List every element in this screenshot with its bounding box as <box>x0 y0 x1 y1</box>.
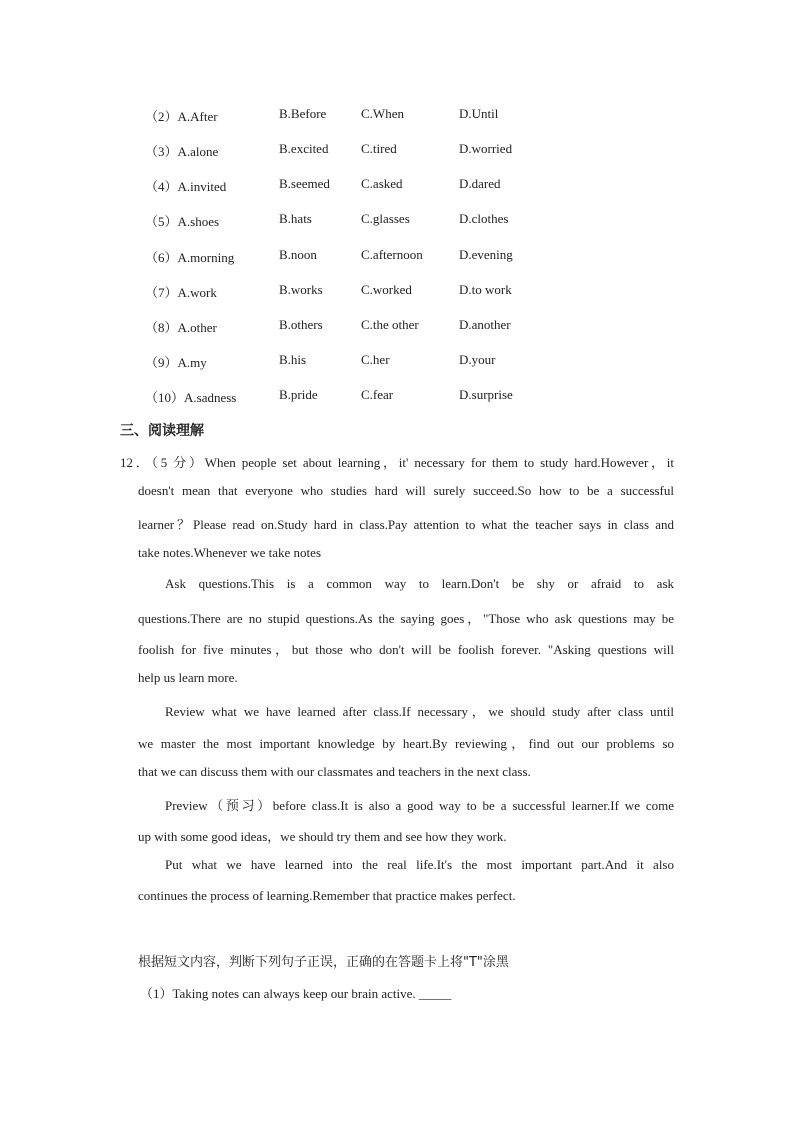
option-row-8 <box>0 317 794 337</box>
passage-line: learner？Please read on.Study hard in class.Pay attention to what the teacher says in class and <box>138 517 674 532</box>
option-a: （4）A.invited <box>145 179 227 194</box>
option-b: B.noon <box>279 247 317 262</box>
option-a: （6）A.morning <box>145 250 235 265</box>
passage-line: questions.There are no stupid questions.As the saying goes，"Those who ask questions may be <box>138 611 674 626</box>
section-title: 三、阅读理解 <box>120 423 204 439</box>
passage-line: continues the process of learning.Remember that practice makes perfect. <box>138 888 516 903</box>
option-a: （10）A.sadness <box>145 390 237 405</box>
option-b: B.hats <box>279 211 312 226</box>
option-b: B.others <box>279 317 323 332</box>
option-row-6 <box>0 247 794 267</box>
passage-line: help us learn more. <box>138 670 238 685</box>
passage-line: Review what we have learned after class.If necessary，we should study after class until <box>165 704 674 719</box>
option-b: B.pride <box>279 387 318 402</box>
passage-line: Put what we have learned into the real life.It's the most important part.And it also <box>165 857 674 872</box>
option-row-9 <box>0 352 794 372</box>
option-a: （9）A.my <box>145 355 207 370</box>
option-row-3 <box>0 141 794 161</box>
option-d: D.surprise <box>459 387 513 402</box>
option-c: C.her <box>361 352 390 367</box>
passage-line: up with some good ideas，we should try them and see how they work. <box>138 829 507 844</box>
passage-line: we master the most important knowledge by heart.By reviewing，find out our problems so <box>138 736 674 751</box>
passage-line: doesn't mean that everyone who studies hard will surely succeed.So how to be a successful <box>138 483 674 498</box>
option-b: B.works <box>279 282 323 297</box>
option-a: （5）A.shoes <box>145 214 220 229</box>
option-row-4 <box>0 176 794 196</box>
option-b: B.excited <box>279 141 329 156</box>
option-d: D.another <box>459 317 511 332</box>
passage-line: take notes.Whenever we take notes <box>138 545 322 560</box>
option-a: （7）A.work <box>145 285 217 300</box>
option-d: D.evening <box>459 247 513 262</box>
option-c: C.glasses <box>361 211 410 226</box>
option-d: D.worried <box>459 141 513 156</box>
passage-line: that we can discuss them with our classmates and teachers in the next class. <box>138 764 531 779</box>
question-head: 12．（5 分）When people set about learning，it' necessary for them to study hard.However，it <box>120 455 674 470</box>
passage-line: Ask questions.This is a common way to learn.Don't be shy or afraid to ask <box>165 576 674 591</box>
option-b: B.seemed <box>279 176 330 191</box>
option-c: C.afternoon <box>361 247 423 262</box>
passage-line: foolish for five minutes，but those who don't will be foolish forever. "Asking questions will <box>138 642 674 657</box>
passage-line: Preview（预习）before class.It is also a good way to be a successful learner.If we come <box>165 798 674 813</box>
option-d: D.clothes <box>459 211 509 226</box>
option-d: D.Until <box>459 106 499 121</box>
option-c: C.When <box>361 106 404 121</box>
option-row-7 <box>0 282 794 302</box>
question-instruction: 根据短文内容，判断下列句子正误，正确的在答题卡上将"T"涂黑 <box>138 955 509 970</box>
option-a: （2）A.After <box>145 109 218 124</box>
option-d: D.dared <box>459 176 501 191</box>
option-a: （3）A.alone <box>145 144 219 159</box>
option-a: （8）A.other <box>145 320 217 335</box>
option-c: C.worked <box>361 282 412 297</box>
option-b: B.his <box>279 352 307 367</box>
sub-question-1: （1）Taking notes can always keep our brain active. _____ <box>140 986 452 1001</box>
option-row-10 <box>0 387 794 407</box>
option-row-5 <box>0 211 794 231</box>
option-d: D.your <box>459 352 496 367</box>
option-c: C.the other <box>361 317 419 332</box>
option-c: C.tired <box>361 141 397 156</box>
option-d: D.to work <box>459 282 512 297</box>
option-b: B.Before <box>279 106 327 121</box>
option-row-2 <box>0 106 794 126</box>
option-c: C.asked <box>361 176 403 191</box>
option-c: C.fear <box>361 387 394 402</box>
